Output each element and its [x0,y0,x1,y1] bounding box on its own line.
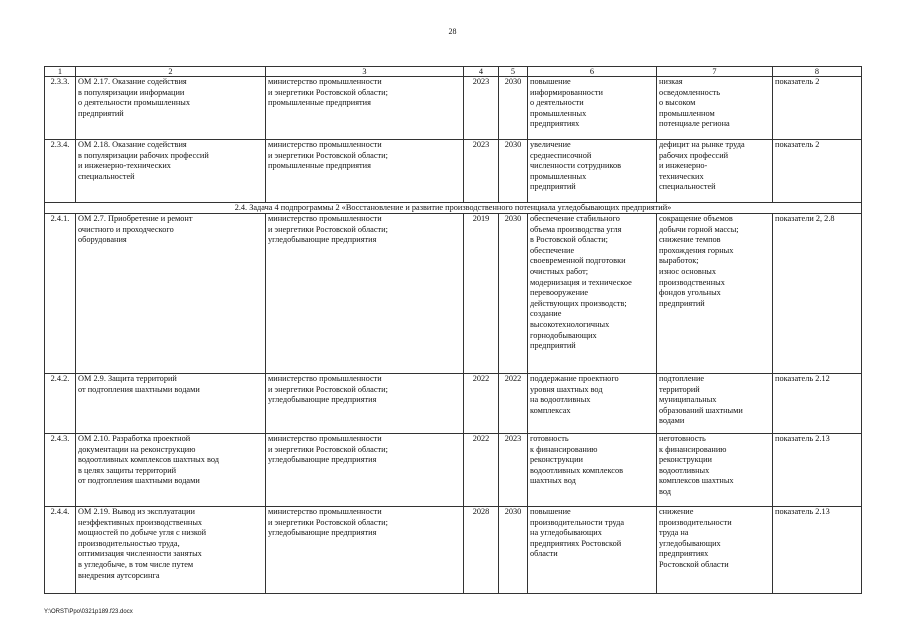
executor: министерство промышленности и энергетики Ростовской области; угледобывающие предприятия [266,374,464,434]
row-number: 2.4.3. [45,434,76,507]
document-path-footer: Y:\ORST\Ppo\0321p189.f23.docx [44,609,133,615]
table-row [45,214,862,374]
measure-name: ОМ 2.18. Оказание содействия в популяризации рабочих профессий и инженерно-технических специальностей [76,140,266,203]
row-number: 2.3.3. [45,77,76,140]
section-row [45,203,862,214]
indicator-link: показатель 2.12 [773,374,862,434]
indicator-link: показатель 2.13 [773,434,862,507]
executor: министерство промышленности и энергетики Ростовской области; промышленные предприятия [266,140,464,203]
table-row [45,507,862,594]
non-implementation-consequence: дефицит на рынке труда рабочих профессий и инженерно- технических специальностей [657,140,773,203]
executor: министерство промышленности и энергетики Ростовской области; промышленные предприятия [266,77,464,140]
measure-name: ОМ 2.9. Защита территорий от подтопления шахтными водами [76,374,266,434]
table-row [45,434,862,507]
expected-result: обеспечение стабильного объема производства угля в Ростовской области; обеспечение своевременной подготовки очистных работ; модернизация и техническое перевооружение действующих производств; создание высокотехнологичных горнодобывающих предприятий [528,214,657,374]
column-header: 8 [773,67,862,77]
end-year: 2022 [499,374,528,434]
program-table-wrapper [44,66,861,594]
non-implementation-consequence: неготовность к финансированию реконструкции водоотливных комплексов шахтных вод [657,434,773,507]
column-header: 6 [528,67,657,77]
column-header: 1 [45,67,76,77]
section-title: 2.4. Задача 4 подпрограммы 2 «Восстановление и развитие производственного потенциала угледобывающих предприятий» [45,203,862,214]
start-year: 2022 [464,434,499,507]
start-year: 2023 [464,140,499,203]
start-year: 2023 [464,77,499,140]
page-number: 28 [448,27,457,36]
start-year: 2028 [464,507,499,594]
start-year: 2019 [464,214,499,374]
program-activities-table [44,66,862,594]
measure-name: ОМ 2.7. Приобретение и ремонт очистного и проходческого оборудования [76,214,266,374]
column-header: 5 [499,67,528,77]
column-header: 7 [657,67,773,77]
non-implementation-consequence: снижение производительности труда на угледобывающих предприятиях Ростовской области [657,507,773,594]
row-number: 2.4.4. [45,507,76,594]
measure-name: ОМ 2.17. Оказание содействия в популяризации информации о деятельности промышленных предприятий [76,77,266,140]
indicator-link: показатель 2.13 [773,507,862,594]
expected-result: повышение информированности о деятельности промышленных предприятиях [528,77,657,140]
column-number-row [45,67,862,77]
executor: министерство промышленности и энергетики Ростовской области; угледобывающие предприятия [266,214,464,374]
column-header: 3 [266,67,464,77]
column-header: 2 [76,67,266,77]
start-year: 2022 [464,374,499,434]
indicator-link: показатели 2, 2.8 [773,214,862,374]
end-year: 2030 [499,214,528,374]
row-number: 2.4.2. [45,374,76,434]
indicator-link: показатель 2 [773,77,862,140]
indicator-link: показатель 2 [773,140,862,203]
executor: министерство промышленности и энергетики Ростовской области; угледобывающие предприятия [266,507,464,594]
end-year: 2030 [499,507,528,594]
table-row [45,77,862,140]
expected-result: увеличение среднесписочной численности сотрудников промышленных предприятий [528,140,657,203]
end-year: 2030 [499,77,528,140]
table-row [45,374,862,434]
expected-result: готовность к финансированию реконструкции водоотливных комплексов шахтных вод [528,434,657,507]
non-implementation-consequence: подтопление территорий муниципальных образований шахтными водами [657,374,773,434]
non-implementation-consequence: низкая осведомленность о высоком промышленном потенциале региона [657,77,773,140]
measure-name: ОМ 2.19. Вывод из эксплуатации неэффективных производственных мощностей по добыче угля с низкой производительностью труда, оптимизация численности занятых в угледобыче, в том числе путем внедрения аутсорсинга [76,507,266,594]
measure-name: ОМ 2.10. Разработка проектной документации на реконструкцию водоотливных комплексов шахтных вод в целях защиты территорий от подтопления шахтными водами [76,434,266,507]
column-header: 4 [464,67,499,77]
non-implementation-consequence: сокращение объемов добычи горной массы; снижение темпов прохождения горных выработок; износ основных производственных фондов угольных предприятий [657,214,773,374]
expected-result: повышение производительности труда на угледобывающих предприятиях Ростовской области [528,507,657,594]
end-year: 2023 [499,434,528,507]
expected-result: поддержание проектного уровня шахтных вод на водоотливных комплексах [528,374,657,434]
row-number: 2.3.4. [45,140,76,203]
executor: министерство промышленности и энергетики Ростовской области; угледобывающие предприятия [266,434,464,507]
table-row [45,140,862,203]
row-number: 2.4.1. [45,214,76,374]
end-year: 2030 [499,140,528,203]
